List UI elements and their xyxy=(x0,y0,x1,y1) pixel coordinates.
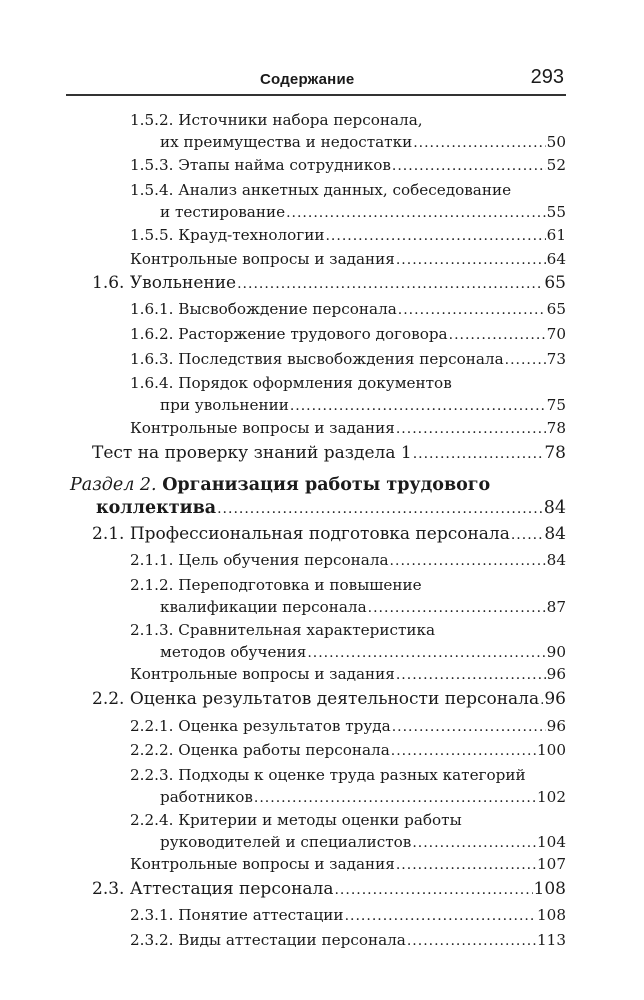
toc-entry-1-5-3[interactable] xyxy=(130,155,566,178)
dot-leader xyxy=(307,643,545,665)
toc-entry-2-1[interactable] xyxy=(92,523,566,547)
dot-leader xyxy=(237,273,543,296)
toc-page-number: 96 xyxy=(544,689,566,709)
dot-leader xyxy=(392,156,546,178)
toc-page-number: 96 xyxy=(546,717,566,735)
dot-leader xyxy=(217,498,543,521)
toc-entry-1-6-3[interactable] xyxy=(130,349,566,372)
toc-entry-text: 2.2.2. Оценка работы персонала xyxy=(130,741,390,759)
toc-entry-2-3[interactable] xyxy=(92,878,566,902)
toc-entry-text: Контрольные вопросы и задания xyxy=(130,855,395,873)
toc-entry-text-cont: и тестирование xyxy=(160,202,286,221)
dot-leader xyxy=(449,325,546,347)
dot-leader xyxy=(325,226,545,248)
toc-entry-text-cont: квалификации персонала xyxy=(160,597,367,616)
dot-leader xyxy=(511,524,544,547)
toc-entry-text-cont: методов обучения xyxy=(160,642,307,661)
toc-page-number: 61 xyxy=(546,226,566,244)
dot-leader xyxy=(396,665,546,687)
toc-entry-text: 1.6.2. Расторжение трудового договора xyxy=(130,325,448,343)
toc-page-number: 113 xyxy=(537,931,566,949)
toc-entry-text: 1.6.4. Порядок оформления документов xyxy=(130,374,452,392)
toc-entry-text: 2.2.3. Подходы к оценке труда разных категорий xyxy=(130,766,526,784)
toc-page-number: 84 xyxy=(544,524,566,544)
toc-entry-1-5-5[interactable] xyxy=(130,225,566,248)
running-header-title: Содержание xyxy=(260,71,355,88)
toc-entry-1-6[interactable] xyxy=(92,272,566,296)
toc-page-number: 78 xyxy=(544,443,566,463)
toc-entry-2-3-1[interactable] xyxy=(130,905,566,928)
toc-entry-text: 1.5.4. Анализ анкетных данных, собеседование xyxy=(130,181,512,199)
section-title-cont: коллектива xyxy=(96,498,217,518)
toc-page-number: 65 xyxy=(546,300,566,318)
toc-page-number: 84 xyxy=(546,551,566,569)
toc-entry-text: 2.2. Оценка результатов деятельности персонала xyxy=(92,689,540,709)
toc-page-number: 96 xyxy=(546,665,566,683)
toc-entry-text: Контрольные вопросы и задания xyxy=(130,419,395,437)
toc-entry-text: 2.2.1. Оценка результатов труда xyxy=(130,717,391,735)
toc-entry-2-2-3[interactable] xyxy=(130,765,566,809)
toc-entry-text: 2.1. Профессиональная подготовка персонала xyxy=(92,524,510,544)
toc-entry-text: 1.6. Увольнение xyxy=(92,273,237,293)
toc-entry-2-1-3[interactable] xyxy=(130,620,566,664)
dot-leader xyxy=(392,717,546,739)
toc-page-number: 107 xyxy=(537,855,566,873)
dot-leader xyxy=(407,931,536,953)
dot-leader xyxy=(391,741,536,763)
dot-leader xyxy=(396,855,536,877)
toc-page-number: 70 xyxy=(546,325,566,343)
toc-entry-text: 1.5.2. Источники набора персонала, xyxy=(130,111,423,129)
toc-entry-text: 2.3.1. Понятие аттестации xyxy=(130,906,344,924)
toc-page-number: 102 xyxy=(537,787,566,806)
dot-leader xyxy=(396,419,546,441)
toc-entry-1-6-1[interactable] xyxy=(130,299,566,322)
toc-entry-review-96[interactable] xyxy=(130,664,566,687)
toc-page-number: 50 xyxy=(546,132,566,151)
toc-entry-text: 1.5.5. Крауд-технологии xyxy=(130,226,325,244)
toc-entry-text: 1.6.3. Последствия высвобождения персонала xyxy=(130,350,504,368)
toc-entry-text-cont: их преимущества и недостатки xyxy=(160,132,413,151)
section-title: Организация работы трудового xyxy=(162,475,491,495)
toc-entry-text: 2.3. Аттестация персонала xyxy=(92,879,334,899)
dot-leader xyxy=(254,788,536,810)
toc-entry-2-3-2[interactable] xyxy=(130,930,566,953)
toc-entry-text: 2.1.3. Сравнительная характеристика xyxy=(130,621,436,639)
toc-entry-text: 2.1.1. Цель обучения персонала xyxy=(130,551,389,569)
toc-page-number: 108 xyxy=(537,906,566,924)
toc-page-number: 78 xyxy=(546,419,566,437)
toc-entry-2-1-2[interactable] xyxy=(130,575,566,619)
dot-leader xyxy=(540,689,543,712)
toc-entry-text: 1.5.3. Этапы найма сотрудников xyxy=(130,156,391,174)
toc-page-number: 55 xyxy=(546,202,566,221)
dot-leader xyxy=(398,300,546,322)
toc-page-number: 90 xyxy=(546,642,566,661)
toc-page-number: 75 xyxy=(546,395,566,414)
toc-page-number: 84 xyxy=(543,498,566,518)
toc-entry-2-2-2[interactable] xyxy=(130,740,566,763)
page-number: 293 xyxy=(530,66,564,88)
dot-leader xyxy=(396,250,546,272)
dot-leader xyxy=(413,133,545,155)
toc-section-2[interactable] xyxy=(70,474,566,521)
toc-page-number: 64 xyxy=(546,250,566,268)
toc-entry-2-2-4[interactable] xyxy=(130,810,566,854)
toc-entry-test-section-1[interactable] xyxy=(92,442,566,466)
toc-entry-1-5-2[interactable] xyxy=(130,110,566,154)
header-divider xyxy=(66,94,566,96)
toc-entry-text-cont: при увольнении xyxy=(160,395,289,414)
toc-entry-2-1-1[interactable] xyxy=(130,550,566,573)
toc-entry-text: 1.6.1. Высвобождение персонала xyxy=(130,300,397,318)
toc-page-number: 100 xyxy=(537,741,566,759)
toc-entry-review-107[interactable] xyxy=(130,854,566,877)
toc-entry-text: 2.1.2. Переподготовка и повышение xyxy=(130,576,422,594)
toc-entry-text: Контрольные вопросы и задания xyxy=(130,665,395,683)
toc-entry-text: 2.2.4. Критерии и методы оценки работы xyxy=(130,811,462,829)
toc-entry-text-cont: работников xyxy=(160,787,253,806)
toc-entry-2-2-1[interactable] xyxy=(130,716,566,739)
dot-leader xyxy=(368,598,546,620)
toc-entry-text-cont: руководителей и специалистов xyxy=(160,832,412,851)
toc-page-number: 87 xyxy=(546,597,566,616)
toc-entry-1-6-2[interactable] xyxy=(130,324,566,347)
toc-entry-review-64[interactable] xyxy=(130,249,566,272)
toc-entry-1-5-4[interactable] xyxy=(130,180,566,224)
toc-page-number: 52 xyxy=(546,156,566,174)
dot-leader xyxy=(413,443,544,466)
dot-leader xyxy=(290,396,546,418)
toc-entry-text: Контрольные вопросы и задания xyxy=(130,250,395,268)
toc-page-number: 104 xyxy=(537,832,566,851)
section-label: Раздел 2. xyxy=(70,475,157,495)
toc-page-number: 73 xyxy=(546,350,566,368)
toc-page-number: 65 xyxy=(544,273,566,293)
dot-leader xyxy=(286,203,546,225)
dot-leader xyxy=(345,906,536,928)
toc-entry-2-2[interactable] xyxy=(92,688,566,712)
toc-entry-1-6-4[interactable] xyxy=(130,373,566,417)
dot-leader xyxy=(505,350,546,372)
dot-leader xyxy=(334,879,532,902)
dot-leader xyxy=(412,833,536,855)
toc-entry-text: Тест на проверку знаний раздела 1 xyxy=(92,443,412,463)
toc-entry-text: 2.3.2. Виды аттестации персонала xyxy=(130,931,406,949)
toc-page-number: 108 xyxy=(533,879,566,899)
dot-leader xyxy=(390,551,546,573)
toc-entry-review-78[interactable] xyxy=(130,418,566,441)
